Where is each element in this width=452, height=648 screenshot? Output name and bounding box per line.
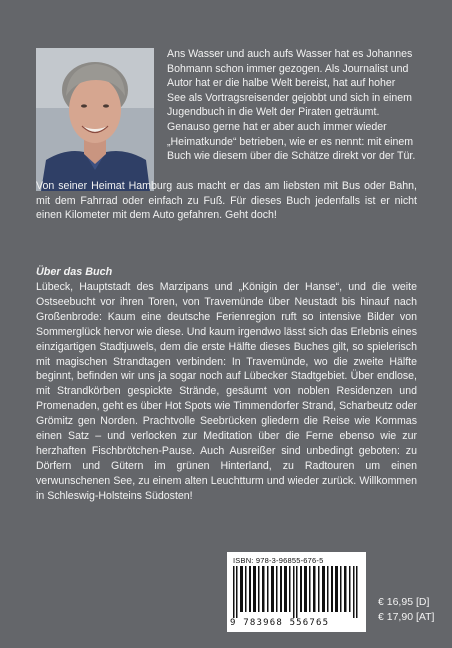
price-austria: € 17,90 [AT]: [378, 611, 435, 623]
author-portrait-image: [36, 48, 154, 191]
author-bio-continued: Von seiner Heimat Hamburg aus macht er das am liebsten mit Bus oder Bahn, mit dem Fahrrad oder einfach zu Fuß. Für dieses Buch jedenfalls ist er nicht einen Kilometer mit dem Auto gefahren. Geht doch!: [36, 180, 417, 222]
isbn-barcode: [227, 552, 366, 632]
barcode-digits: 9 783968 556765: [230, 618, 330, 628]
about-book-heading: Über das Buch: [36, 266, 113, 278]
author-photo: [36, 48, 154, 191]
isbn-number: ISBN: 978-3-96855-676-5: [233, 556, 324, 565]
barcode-icon: [231, 566, 362, 618]
about-book-text: Lübeck, Hauptstadt des Marzipans und „Königin der Hanse“, und die weite Ostseebucht vor ihren Toren, von Travemünde über Neustadt bis hinauf nach Großenbrode: Kaum eine deutsche Ferienregion ruft so intensive Bilder von Sommerglück hervor wie diese. Und kaum irgendwo lässt sich das Erlebnis eines einzigartigen Stadtjuwels, dem die erste Hälfte dieses Buches gilt, so spielerisch mit magischen Strandtagen verbinden: In Travemünde, wo die zweite Hälfte beginnt, befinden wir uns ja sogar noch auf Lübecker Stadtgebiet. Über endlose, mit Strandkörben gespickte Strände, gesäumt von noblen Residenzen und Promenaden, geht es über Hot Spots wie Timmendorfer Strand, Scharbeutz oder Grömitz gen Norden. Prachtvolle Seebrücken gliedern die Reise wie Kommas einen Satz – und verlocken zur Meditation über die Ferne ebenso wie zur herzhaften Fischbrötchen-Pause. Auch Ausreißer sind unbedingt geboten: zu Dörfern und Gütern im grünen Hinterland, zu Radtouren um einen verwunschenen See, zu einem alten Leuchtturm und wieder zurück. Willkommen in Schleswig-Holsteins Südosten!: [36, 281, 417, 502]
price-germany: € 16,95 [D]: [378, 596, 430, 608]
author-bio: Ans Wasser und auch aufs Wasser hat es Johannes Bohmann schon immer gezogen. Als Journalist und Autor hat er die halbe Welt bereist, hat auf hoher See als Vortragsreisender gejobbt und sich in einem Jugendbuch in die Welt der Piraten geträumt. Genauso gerne hat er aber auch immer wieder „Heimatkunde“ betrieben, wie er es nennt: mit einem Buch wie diesem über die Schätze direkt vor der Tür.: [167, 48, 416, 163]
